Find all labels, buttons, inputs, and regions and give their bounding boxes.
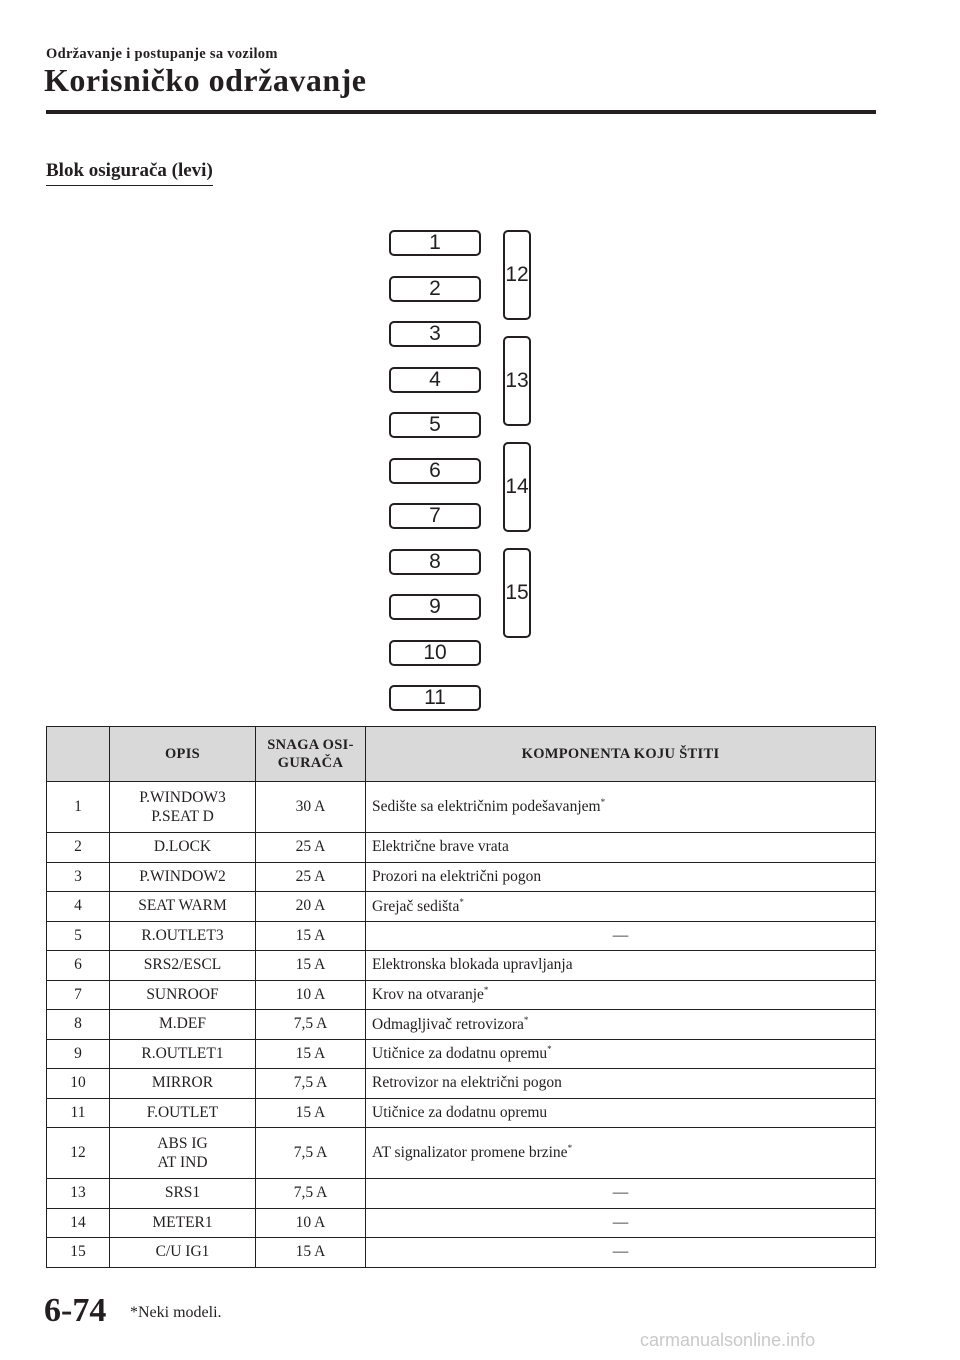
section-label: Održavanje i postupanje sa vozilom — [46, 46, 278, 62]
protected-component — [366, 1208, 876, 1238]
model-footnote-mark: * — [567, 1143, 573, 1154]
fuse-description-line: SRS2/ESCL — [143, 956, 222, 974]
fuse-slot-vertical: 14 — [503, 442, 531, 532]
fuse-number: 15 — [47, 1238, 110, 1268]
fuse-number: 8 — [47, 1010, 110, 1040]
fuse-slot: 9 — [389, 594, 481, 620]
fuse-table — [46, 726, 876, 1268]
fuse-rating: 15 A — [256, 921, 366, 951]
table-row — [47, 1128, 876, 1179]
fuse-slot: 10 — [389, 640, 481, 666]
fuse-rating: 7,5 A — [256, 1010, 366, 1040]
protected-component — [366, 1238, 876, 1268]
component-text: Elektronska blokada upravljanja — [372, 956, 573, 974]
fuse-description-line: P.WINDOW2 — [139, 867, 226, 885]
fuse-number: 2 — [47, 833, 110, 863]
fuse-number: 11 — [47, 1098, 110, 1128]
component-text: AT signalizator promene brzine — [372, 1144, 568, 1162]
model-footnote-mark: * — [600, 797, 606, 808]
table-row — [47, 1069, 876, 1099]
model-footnote-mark: * — [523, 1014, 529, 1025]
component-text: Grejač sedišta — [372, 897, 460, 915]
protected-component — [366, 921, 876, 951]
fuse-slot: 4 — [389, 367, 481, 393]
fuse-description — [110, 980, 256, 1010]
fuse-rating: 10 A — [256, 1208, 366, 1238]
fuse-table-body — [47, 782, 876, 1268]
model-footnote-mark: * — [459, 896, 464, 907]
protected-component — [366, 1098, 876, 1128]
fuse-rating: 25 A — [256, 862, 366, 892]
fuse-description-line: P.SEAT D — [151, 808, 214, 825]
fuse-number: 4 — [47, 892, 110, 922]
fuse-rating: 15 A — [256, 1238, 366, 1268]
footnote: *Neki modeli. — [130, 1304, 222, 1321]
fuse-slot: 7 — [389, 503, 481, 529]
watermark: carmanualsonline.info — [640, 1330, 816, 1350]
protected-component — [366, 951, 876, 981]
fuse-slot: 5 — [389, 412, 481, 438]
component-text: Utičnice za dodatnu opremu — [372, 1045, 548, 1063]
fuse-number: 5 — [47, 921, 110, 951]
fuse-description — [110, 1238, 256, 1268]
page-number: 6-74 — [44, 1292, 107, 1329]
header-component: KOMPONENTA KOJU ŠTITI — [366, 727, 876, 782]
table-row — [47, 921, 876, 951]
table-row — [47, 892, 876, 922]
table-row — [47, 862, 876, 892]
table-row — [47, 951, 876, 981]
fuse-rating: 7,5 A — [256, 1128, 366, 1179]
component-text: Sedište sa električnim podešavanjem — [372, 798, 601, 816]
table-row — [47, 980, 876, 1010]
fuse-number: 1 — [47, 782, 110, 833]
fuse-description-line: R.OUTLET1 — [141, 1044, 224, 1062]
fuse-description-line: R.OUTLET3 — [141, 926, 224, 944]
fuse-description-line: M.DEF — [159, 1015, 206, 1033]
table-row — [47, 1098, 876, 1128]
fuse-slot-vertical: 15 — [503, 548, 531, 638]
header-rating-line2: GURAČA — [277, 755, 344, 771]
table-header-row — [47, 727, 876, 782]
header-number — [47, 727, 110, 782]
fuse-number: 12 — [47, 1128, 110, 1179]
fuse-description-line: C/U IG1 — [155, 1243, 210, 1261]
table-row — [47, 1208, 876, 1238]
protected-component — [366, 892, 876, 922]
fuse-description — [110, 921, 256, 951]
component-text: Krov na otvaranje — [372, 986, 484, 1004]
title-divider — [46, 110, 876, 114]
fuse-number: 3 — [47, 862, 110, 892]
fuse-rating: 7,5 A — [256, 1179, 366, 1209]
fuse-number: 14 — [47, 1208, 110, 1238]
protected-component — [366, 1039, 876, 1069]
component-text: — — [612, 926, 629, 944]
component-text: — — [612, 1243, 629, 1261]
fuse-description-line: SRS1 — [164, 1184, 201, 1202]
protected-component — [366, 1010, 876, 1040]
protected-component — [366, 862, 876, 892]
fuse-description-line: SUNROOF — [146, 985, 219, 1003]
fuse-description — [110, 1010, 256, 1040]
fuse-rating: 15 A — [256, 951, 366, 981]
protected-component — [366, 980, 876, 1010]
fuse-description-line: ABS IG — [157, 1134, 208, 1152]
fuse-description — [110, 1039, 256, 1069]
protected-component — [366, 833, 876, 863]
fuse-number: 13 — [47, 1179, 110, 1209]
fuse-description — [110, 892, 256, 922]
fuse-slot: 11 — [389, 685, 481, 711]
fuse-description-line: P.WINDOW3 — [139, 788, 226, 806]
fuse-description — [110, 1208, 256, 1238]
component-text: — — [612, 1213, 629, 1231]
fuse-description-line: METER1 — [152, 1213, 213, 1231]
fuse-description — [110, 833, 256, 863]
fuse-description — [110, 1098, 256, 1128]
fuse-description-line: SEAT WARM — [138, 897, 227, 915]
fuse-slot: 3 — [389, 321, 481, 347]
component-text: Odmagljivač retrovizora — [372, 1015, 524, 1033]
page-title: Korisničko održavanje — [44, 62, 367, 98]
fuse-number: 10 — [47, 1069, 110, 1099]
protected-component — [366, 1179, 876, 1209]
fuse-description — [110, 862, 256, 892]
component-text: Električne brave vrata — [372, 838, 509, 856]
fuse-description — [110, 1128, 256, 1179]
protected-component — [366, 1069, 876, 1099]
model-footnote-mark: * — [547, 1044, 552, 1055]
fuse-slot-vertical: 13 — [503, 336, 531, 426]
fuse-description — [110, 1069, 256, 1099]
fuse-number: 9 — [47, 1039, 110, 1069]
fuse-rating: 10 A — [256, 980, 366, 1010]
fuse-slot: 1 — [389, 230, 481, 256]
header-rating-line1: SNAGA OSI- — [267, 736, 354, 753]
fuse-description — [110, 782, 256, 833]
fuse-rating: 25 A — [256, 833, 366, 863]
fuse-description — [110, 951, 256, 981]
fuse-slot: 2 — [389, 276, 481, 302]
fuse-slot-vertical: 12 — [503, 230, 531, 320]
table-row — [47, 1179, 876, 1209]
fuse-rating: 15 A — [256, 1039, 366, 1069]
fuse-description-line: AT IND — [157, 1154, 208, 1171]
fuse-description-line: D.LOCK — [153, 838, 212, 856]
fuse-number: 7 — [47, 980, 110, 1010]
component-text: — — [612, 1184, 629, 1202]
fuse-description-line: MIRROR — [151, 1074, 214, 1092]
protected-component — [366, 1128, 876, 1179]
fuse-rating: 30 A — [256, 782, 366, 833]
subtitle: Blok osigurača (levi) — [46, 160, 213, 186]
component-text: Retrovizor na električni pogon — [372, 1074, 562, 1092]
fuse-slot: 8 — [389, 549, 481, 575]
header-description: OPIS — [110, 727, 256, 782]
table-row — [47, 1238, 876, 1268]
table-row — [47, 1039, 876, 1069]
fuse-description-line: F.OUTLET — [146, 1103, 219, 1121]
fuse-number: 6 — [47, 951, 110, 981]
table-row — [47, 1010, 876, 1040]
table-row — [47, 833, 876, 863]
fuse-rating: 7,5 A — [256, 1069, 366, 1099]
fuse-description — [110, 1179, 256, 1209]
component-text: Prozori na električni pogon — [372, 867, 542, 885]
header-rating — [256, 727, 366, 782]
table-row — [47, 782, 876, 833]
fuse-rating: 20 A — [256, 892, 366, 922]
model-footnote-mark: * — [483, 985, 489, 996]
component-text: Utičnice za dodatnu opremu — [372, 1103, 548, 1121]
fuse-slot: 6 — [389, 458, 481, 484]
fuse-rating: 15 A — [256, 1098, 366, 1128]
protected-component — [366, 782, 876, 833]
